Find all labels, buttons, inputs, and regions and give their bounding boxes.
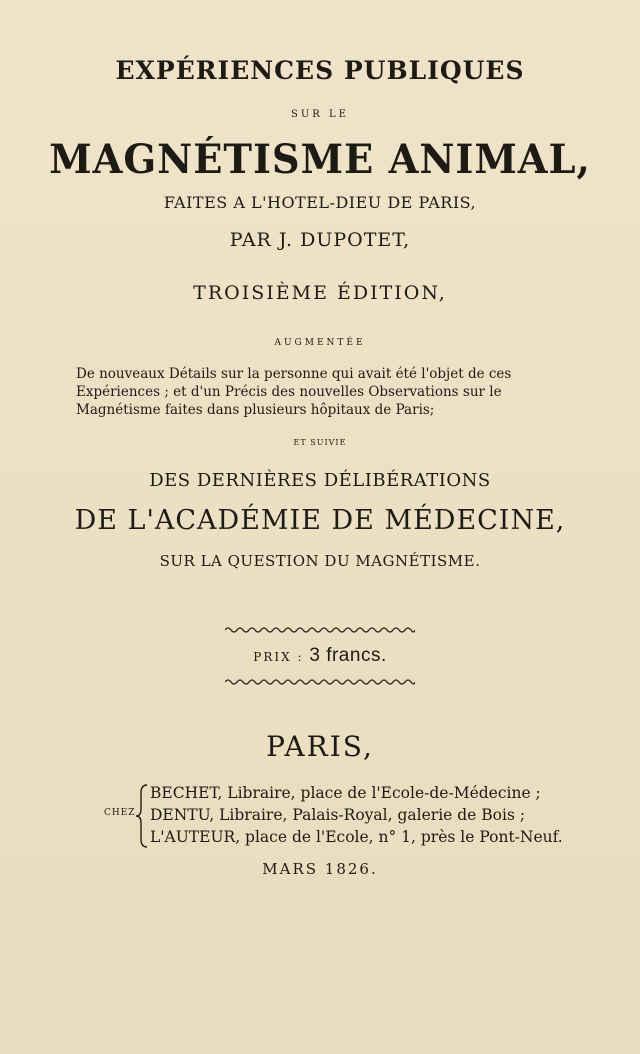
description-line: Expériences ; et d'un Précis des nouvelles Observations sur le — [76, 384, 502, 400]
price-label: PRIX — [253, 650, 292, 664]
academie-line: DE L'ACADÉMIE DE MÉDECINE, — [74, 505, 566, 536]
author-line: PAR J. DUPOTET, — [229, 229, 411, 251]
main-title: EXPÉRIENCES PUBLIQUES — [115, 56, 525, 85]
date-line: MARS 1826. — [262, 860, 378, 878]
bookseller-line: L'AUTEUR, place de l'Ecole, n° 1, près le Pont-Neuf. — [150, 828, 563, 846]
description-line: De nouveaux Détails sur la personne qui avait été l'objet de ces — [76, 366, 512, 382]
sur-le-label: SUR LE — [291, 109, 349, 120]
place-line: FAITES A L'HOTEL-DIEU DE PARIS, — [163, 193, 477, 212]
description-line: Magnétisme faites dans plusieurs hôpitaux de Paris; — [76, 402, 435, 418]
question-line: SUR LA QUESTION DU MAGNÉTISME. — [159, 552, 481, 570]
et-suivie-label: ET SUIVIE — [293, 438, 347, 447]
ornament-rule-top — [225, 626, 415, 634]
price-amount: 3 francs. — [309, 645, 387, 666]
chez-label: CHEZ — [104, 808, 136, 818]
edition-line: TROISIÈME ÉDITION, — [193, 282, 447, 304]
price-line — [0, 645, 640, 667]
bracket-brace — [135, 783, 149, 849]
ornament-rule-bottom — [225, 678, 415, 686]
bookseller-line: BECHET, Libraire, place de l'Ecole-de-Médecine ; — [150, 784, 541, 802]
bookseller-line: DENTU, Libraire, Palais-Royal, galerie de Bois ; — [150, 806, 526, 824]
augmentee-label: AUGMENTÉE — [274, 338, 366, 348]
subject-title: MAGNÉTISME ANIMAL, — [49, 136, 591, 183]
description-paragraph — [76, 365, 568, 419]
deliberations-line: DES DERNIÈRES DÉLIBÉRATIONS — [149, 470, 491, 491]
city-line: PARIS, — [266, 730, 374, 763]
price-separator: : — [297, 650, 304, 664]
